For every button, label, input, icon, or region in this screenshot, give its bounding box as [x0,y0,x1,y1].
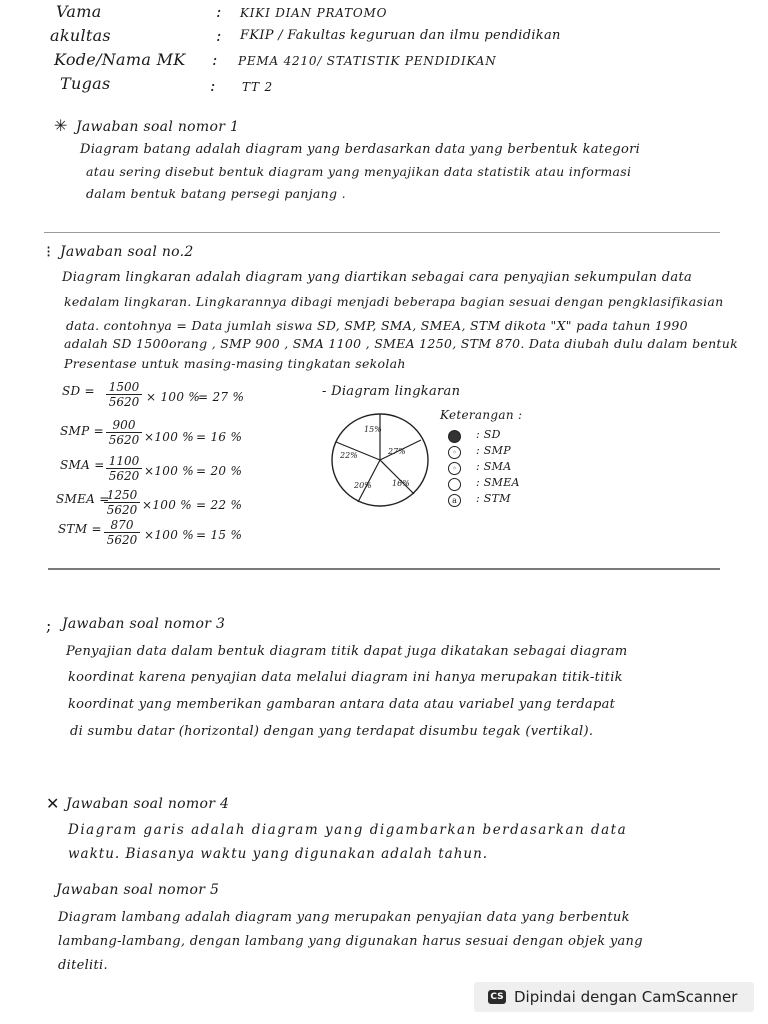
calc-label: SMP = [60,424,104,438]
q1-line: dalam bentuk batang persegi panjang . [86,186,346,201]
calc-fraction [106,418,142,447]
calc-multiplier: ×100 % [144,528,194,542]
calc-denominator: 5620 [108,395,140,409]
q5-line: diteliti. [58,958,108,973]
diagram-title: - Diagram lingkaran [322,384,461,399]
nama-value: KIKI DIAN PRATOMO [240,6,388,20]
kode-colon: : [212,50,218,69]
fakultas-label: akultas [50,26,111,45]
camscanner-badge [474,982,754,1012]
q1-line: atau sering disebut bentuk diagram yang menyajikan data statistik atau informasi [86,164,632,179]
calc-result: = 16 % [196,430,243,444]
q3-line: di sumbu datar (horizontal) dengan yang terdapat disumbu tegak (vertikal). [70,724,594,739]
calc-denominator: 5620 [106,503,138,517]
camscanner-logo-icon: CS [488,990,506,1004]
fakultas-colon: : [216,26,222,45]
kode-value: PEMA 4210/ STATISTIK PENDIDIKAN [238,54,497,68]
q3-line: Penyajian data dalam bentuk diagram titik dapat juga dikatakan sebagai diagram [66,644,628,659]
calc-result: = 22 % [196,498,243,512]
calc-fraction [104,518,140,547]
section-divider [48,568,720,570]
section-divider [44,232,720,233]
bullet-icon: ⁝ [46,242,52,261]
tugas-label: Tugas [60,74,111,93]
q3-title: Jawaban soal nomor 3 [62,616,226,632]
legend-symbol-icon: ◦ [448,446,461,459]
nama-colon: : [216,2,222,21]
calc-label: SMA = [60,458,105,472]
calc-numerator: 1100 [106,454,142,469]
asterisk-icon: ✕ [46,794,60,813]
legend-symbol-icon [448,430,461,443]
legend-symbol-icon: a [448,494,461,507]
calc-multiplier: ×100 % [142,498,192,512]
legend-label: : SMEA [476,476,520,489]
calc-fraction [104,488,140,517]
calc-result: = 27 % [198,390,245,404]
q2-line: Presentase untuk masing-masing tingkatan sekolah [64,356,406,371]
legend-label: : SMP [476,444,511,457]
calc-numerator: 870 [104,518,140,533]
fakultas-value: FKIP / Fakultas keguruan dan ilmu pendidikan [240,28,561,43]
camscanner-text: Dipindai dengan CamScanner [514,988,738,1006]
calc-label: SMEA = [56,492,110,506]
q2-line: Diagram lingkaran adalah diagram yang diartikan sebagai cara penyajian sekumpulan data [62,270,693,285]
calc-result: = 15 % [196,528,243,542]
tugas-colon: : [210,76,216,95]
q4-title: Jawaban soal nomor 4 [66,796,230,812]
q4-line: waktu. Biasanya waktu yang digunakan adalah tahun. [68,846,489,862]
q5-title: Jawaban soal nomor 5 [56,882,220,898]
legend-label: : SD [476,428,501,441]
legend-symbol-icon: ◦ [448,462,461,475]
pie-label-smea: 22% [340,451,358,460]
q2-title: Jawaban soal no.2 [60,244,194,260]
pie-label-sd: 27% [388,447,406,456]
bullet-icon: ; [46,616,52,635]
q1-line: Diagram batang adalah diagram yang berdasarkan data yang berbentuk kategori [80,142,641,157]
asterisk-icon: ✳ [54,116,68,135]
calc-numerator: 900 [106,418,142,433]
legend-symbol-icon [448,478,461,491]
q5-line: Diagram lambang adalah diagram yang merupakan penyajian data yang berbentuk [58,910,630,925]
calc-fraction [106,380,142,409]
calc-multiplier: × 100 % [146,390,201,404]
q2-line: kedalam lingkaran. Lingkarannya dibagi menjadi beberapa bagian sesuai dengan pengklasifikasian [64,294,724,309]
legend-title: Keterangan : [440,408,523,422]
calc-multiplier: ×100 % [144,430,194,444]
calc-denominator: 5620 [108,469,140,483]
q4-line: Diagram garis adalah diagram yang digambarkan berdasarkan data [68,822,628,838]
pie-label-smp: 16% [392,479,410,488]
pie-diagram [330,412,430,508]
calc-numerator: 1250 [104,488,140,503]
calc-result: = 20 % [196,464,243,478]
legend-label: : STM [476,492,511,505]
calc-fraction [106,454,142,483]
q1-title: Jawaban soal nomor 1 [76,119,240,135]
calc-multiplier: ×100 % [144,464,194,478]
q3-line: koordinat yang memberikan gambaran antara data atau variabel yang terdapat [68,697,616,712]
calc-numerator: 1500 [106,380,142,395]
q2-line: data. contohnya = Data jumlah siswa SD, SMP, SMA, SMEA, STM dikota "X" pada tahun 1990 [66,318,688,333]
tugas-value: TT 2 [242,80,273,94]
calc-denominator: 5620 [106,533,138,547]
pie-label-sma: 20% [354,481,372,490]
calc-denominator: 5620 [108,433,140,447]
pie-label-stm: 15% [364,425,382,434]
calc-label: STM = [58,522,102,536]
q2-line: adalah SD 1500orang , SMP 900 , SMA 1100 , SMEA 1250, STM 870. Data diubah dulu dalam bentuk [64,336,738,351]
calc-label: SD = [62,384,95,398]
legend-label: : SMA [476,460,512,473]
q5-line: lambang-lambang, dengan lambang yang digunakan harus sesuai dengan objek yang [58,934,643,949]
kode-label: Kode/Nama MK [54,50,186,69]
q3-line: koordinat karena penyajian data melalui diagram ini hanya merupakan titik-titik [68,670,623,685]
nama-label: Vama [56,2,102,21]
